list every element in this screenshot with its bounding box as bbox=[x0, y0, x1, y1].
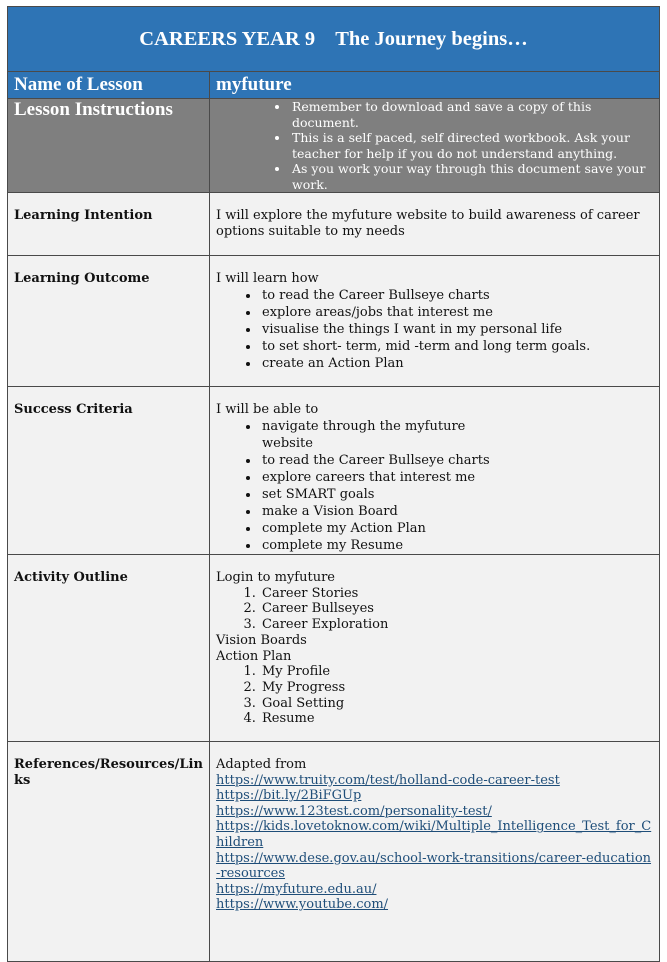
references-label: References/Resources/Links bbox=[8, 742, 210, 962]
learning-outcome-label: Learning Outcome bbox=[8, 256, 210, 387]
success-criteria-cell bbox=[210, 387, 660, 555]
learning-intention-label: Learning Intention bbox=[8, 193, 210, 256]
list-item: 3. Career Exploration bbox=[260, 617, 653, 633]
activity-action-plan: Action Plan bbox=[216, 648, 292, 664]
activity-vision-boards: Vision Boards bbox=[216, 632, 307, 648]
lesson-name-value: myfuture bbox=[210, 72, 660, 99]
instruction-item: • Remember to download and save a copy of this document. bbox=[290, 99, 659, 130]
list-item: • create an Action Plan bbox=[260, 355, 653, 372]
list-item: 3. Goal Setting bbox=[260, 696, 653, 712]
list-item: • make a Vision Board bbox=[260, 503, 653, 520]
list-item: 2. My Progress bbox=[260, 680, 653, 696]
references-cell bbox=[210, 742, 660, 962]
lesson-document bbox=[7, 6, 660, 962]
references-intro: Adapted from bbox=[216, 757, 307, 772]
learning-outcome-intro: I will learn how bbox=[216, 271, 319, 286]
list-item: • to read the Career Bullseye charts bbox=[260, 452, 653, 469]
activity-outline-label: Activity Outline bbox=[8, 555, 210, 742]
list-item: 2. Career Bullseyes bbox=[260, 601, 653, 617]
success-criteria-label: Success Criteria bbox=[8, 387, 210, 555]
instructions-body bbox=[210, 99, 660, 193]
list-item: • set SMART goals bbox=[260, 486, 653, 503]
reference-link[interactable]: https://bit.ly/2BiFGUp bbox=[216, 788, 362, 804]
reference-link[interactable]: https://www.dese.gov.au/school-work-transitions/career-education-resources bbox=[216, 850, 652, 882]
activity-outline-cell bbox=[210, 555, 660, 742]
list-item: 1. Career Stories bbox=[260, 586, 653, 602]
list-item: 1. My Profile bbox=[260, 664, 653, 680]
list-item: 4. Resume bbox=[260, 711, 653, 727]
reference-link[interactable]: https://www.123test.com/personality-test/ bbox=[216, 803, 492, 819]
list-item: • to set short- term, mid -term and long term goals. bbox=[260, 338, 653, 355]
list-item: • explore careers that interest me bbox=[260, 469, 653, 486]
success-criteria-intro: I will be able to bbox=[216, 402, 319, 417]
list-item: • visualise the things I want in my personal life bbox=[260, 321, 653, 338]
list-item: • navigate through the myfuture website bbox=[260, 418, 653, 452]
reference-link[interactable]: https://kids.lovetoknow.com/wiki/Multiple_Intelligence_Test_for_Children bbox=[216, 819, 652, 851]
list-item: • to read the Career Bullseye charts bbox=[260, 287, 653, 304]
list-item: • complete my Resume bbox=[260, 537, 653, 554]
success-criteria-list bbox=[216, 418, 653, 554]
reference-link[interactable]: https://myfuture.edu.au/ bbox=[216, 881, 377, 897]
reference-link[interactable]: https://www.truity.com/test/holland-code-career-test bbox=[216, 772, 560, 788]
learning-outcome-cell bbox=[210, 256, 660, 387]
instruction-item: • As you work your way through this document save your work. bbox=[290, 161, 659, 192]
instructions-label: Lesson Instructions bbox=[8, 99, 210, 193]
learning-intention-text: I will explore the myfuture website to build awareness of career options suitable to my needs bbox=[210, 193, 660, 256]
list-item: • complete my Action Plan bbox=[260, 520, 653, 537]
reference-link[interactable]: https://www.youtube.com/ bbox=[216, 897, 389, 913]
action-plan-list bbox=[216, 664, 653, 727]
instructions-list bbox=[210, 99, 659, 192]
activity-login: Login to myfuture bbox=[216, 570, 335, 585]
learning-outcome-list bbox=[216, 287, 653, 372]
lesson-table bbox=[7, 6, 660, 962]
list-item: • explore areas/jobs that interest me bbox=[260, 304, 653, 321]
document-title: CAREERS YEAR 9 The Journey begins… bbox=[8, 7, 660, 72]
login-activity-list bbox=[216, 586, 653, 633]
lesson-name-label: Name of Lesson bbox=[8, 72, 210, 99]
instruction-item: • This is a self paced, self directed workbook. Ask your teacher for help if you do not understand anything. bbox=[290, 130, 659, 161]
